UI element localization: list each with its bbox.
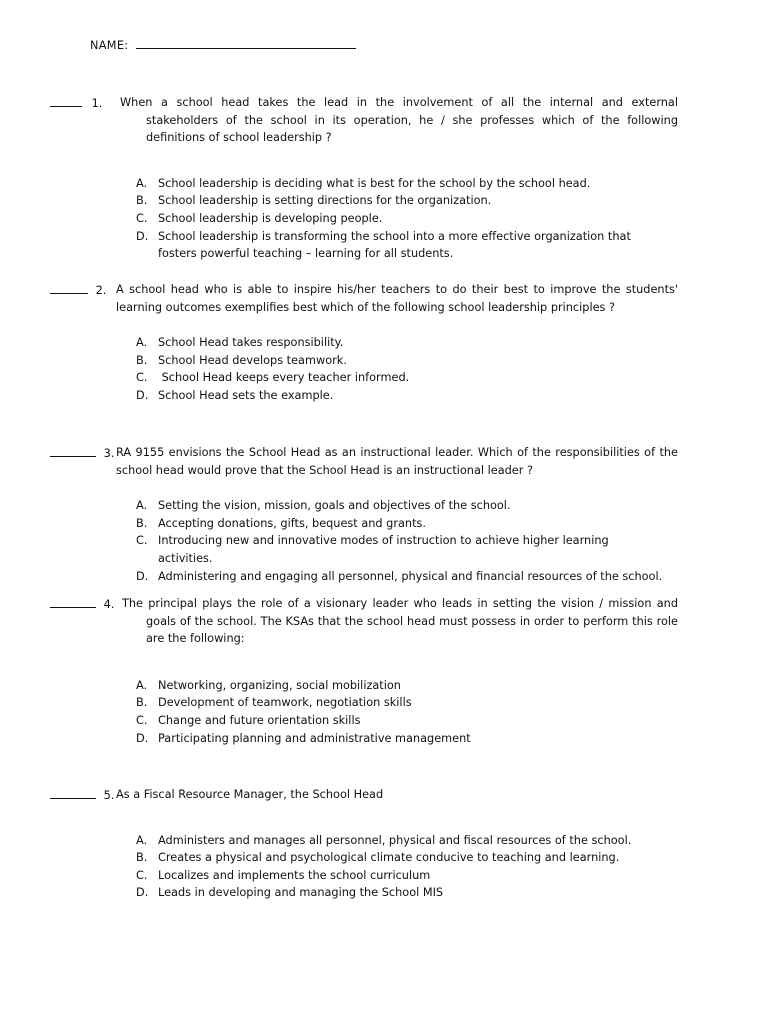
options-list — [50, 175, 678, 263]
option-letter: D. — [136, 388, 149, 402]
question-2-head — [50, 281, 678, 316]
question-text: A school head who is able to inspire his/her teachers to do their best to improve the students' learning outcomes exemplifies best which of the following school leadership principles ? — [116, 283, 678, 314]
option-text: Accepting donations, gifts, bequest and grants. — [158, 516, 426, 530]
option — [50, 387, 678, 405]
option-text: Participating planning and administrative management — [158, 731, 471, 745]
question-1 — [50, 94, 678, 263]
question-number: 2. — [95, 284, 107, 297]
option-letter: B. — [136, 696, 148, 710]
option-text: School leadership is transforming the school into a more effective organization that fosters powerful teaching – learning for all students. — [158, 229, 631, 261]
option-letter: C. — [136, 371, 148, 385]
options-list — [50, 497, 678, 585]
answer-blank-5 — [50, 786, 96, 799]
option — [50, 228, 678, 263]
question-number: 3. — [103, 447, 115, 460]
option-text: Introducing new and innovative modes of instruction to achieve higher learning activities. — [158, 534, 609, 565]
option — [50, 832, 678, 850]
option — [50, 210, 678, 228]
question-number: 4. — [103, 598, 115, 611]
option — [50, 849, 678, 867]
option-text: Development of teamwork, negotiation skills — [158, 696, 412, 710]
question-3-head — [50, 444, 678, 479]
answer-blank-1 — [50, 94, 82, 107]
option-text: Administering and engaging all personnel, physical and financial resources of the school. — [158, 569, 663, 583]
options-list — [50, 832, 678, 902]
option-letter: B. — [136, 194, 148, 208]
option — [50, 334, 678, 352]
question-number: 1. — [91, 97, 103, 110]
option-text: Change and future orientation skills — [158, 713, 361, 727]
option-text: School Head keeps every teacher informed. — [158, 371, 410, 385]
option-letter: C. — [136, 868, 148, 882]
option-text: School leadership is deciding what is best for the school by the school head. — [158, 176, 591, 190]
question-text: When a school head takes the lead in the involvement of all the internal and external stakeholders of the school in its operation, he / she professes which of the following definitions of school leadership ? — [120, 96, 678, 145]
option-text: Networking, organizing, social mobilization — [158, 678, 401, 692]
name-row — [90, 36, 356, 55]
option-text: School Head sets the example. — [158, 388, 334, 402]
options-list — [50, 677, 678, 747]
option-text: Setting the vision, mission, goals and objectives of the school. — [158, 499, 511, 513]
option-letter: A. — [136, 176, 148, 190]
question-text: As a Fiscal Resource Manager, the School Head — [116, 788, 384, 801]
question-number: 5. — [103, 789, 115, 802]
option-letter: D. — [136, 886, 149, 900]
answer-blank-3 — [50, 444, 96, 457]
option-letter: C. — [136, 211, 148, 225]
option-letter: B. — [136, 353, 148, 367]
option — [50, 497, 678, 515]
question-1-head — [50, 94, 678, 147]
option-letter: A. — [136, 336, 148, 350]
option-text: Localizes and implements the school curriculum — [158, 868, 431, 882]
options-list — [50, 334, 678, 404]
option — [50, 712, 678, 730]
question-text: The principal plays the role of a visionary leader who leads in setting the vision / mission and goals of the school. The KSAs that the school head must possess in order to perform this role are the following: — [122, 597, 678, 646]
question-4-head — [50, 595, 678, 648]
option-letter: D. — [136, 229, 149, 243]
question-3 — [50, 444, 678, 585]
question-5 — [50, 786, 678, 902]
option-letter: B. — [136, 516, 148, 530]
question-5-head — [50, 786, 678, 804]
option-text: School Head takes responsibility. — [158, 336, 344, 350]
option-text: School Head develops teamwork. — [158, 353, 347, 367]
name-blank-line — [136, 36, 356, 49]
option — [50, 694, 678, 712]
option — [50, 369, 678, 387]
question-2 — [50, 281, 678, 405]
option — [50, 515, 678, 533]
option-letter: A. — [136, 833, 148, 847]
option-letter: C. — [136, 713, 148, 727]
option-letter: B. — [136, 851, 148, 865]
answer-blank-2 — [50, 281, 88, 294]
option-letter: C. — [136, 534, 148, 548]
option-text: Leads in developing and managing the School MIS — [158, 886, 444, 900]
option-letter: D. — [136, 731, 149, 745]
option-text: School leadership is developing people. — [158, 211, 383, 225]
option-letter: D. — [136, 569, 149, 583]
name-label: NAME: — [90, 39, 129, 52]
option — [50, 568, 678, 586]
option — [50, 532, 678, 567]
option — [50, 352, 678, 370]
option-letter: A. — [136, 678, 148, 692]
question-text: RA 9155 envisions the School Head as an instructional leader. Which of the responsibilities of the school head would prove that the School Head is an instructional leader ? — [116, 446, 678, 477]
answer-blank-4 — [50, 595, 96, 608]
option — [50, 884, 678, 902]
option — [50, 192, 678, 210]
question-4 — [50, 595, 678, 747]
option — [50, 730, 678, 748]
option-text: School leadership is setting directions for the organization. — [158, 194, 492, 208]
option-text: Administers and manages all personnel, physical and fiscal resources of the school. — [158, 833, 632, 847]
option — [50, 175, 678, 193]
option-letter: A. — [136, 499, 148, 513]
option — [50, 677, 678, 695]
option-text: Creates a physical and psychological climate conducive to teaching and learning. — [158, 851, 620, 865]
option — [50, 867, 678, 885]
